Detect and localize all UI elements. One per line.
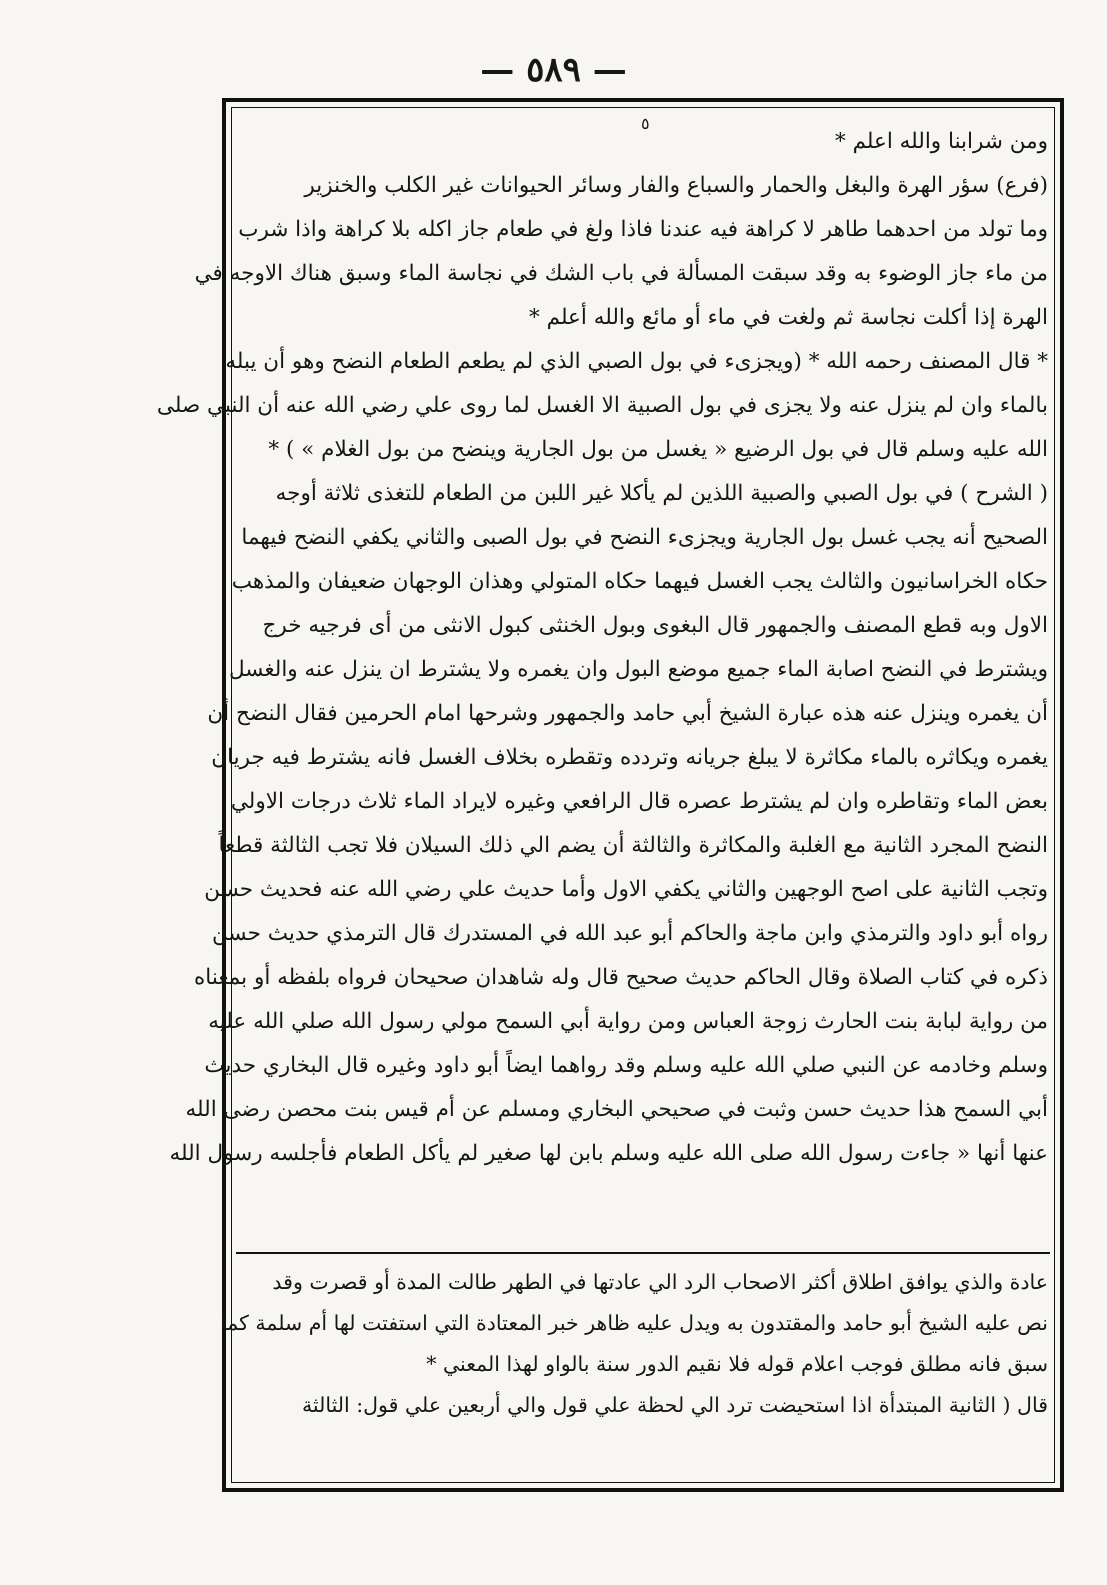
main-line: وسلم وخادمه عن النبي صلي الله عليه وسلم وقد رواهما ايضاً أبو داود وغيره قال البخاري حديث [204,1053,1048,1078]
main-line: أن يغمره وينزل عنه هذه عبارة الشيخ أبي حامد والجمهور وشرحها امام الحرمين فقال النضح أن [207,701,1048,726]
main-text-block [156,120,1048,1176]
main-line: الاول وبه قطع المصنف والجمهور قال البغوى وبول الخنثى كبول الانثى من أى فرجيه خرج [262,613,1048,638]
main-line: عنها أنها « جاءت رسول الله صلى الله عليه وسلم بابن لها صغير لم يأكل الطعام فأجلسه رسول الله [169,1141,1048,1166]
main-line: ذكره في كتاب الصلاة وقال الحاكم حديث صحيح قال وله شاهدان صحيحان فرواه بلفظه أو بمعناه [194,965,1048,990]
footnote-line: عادة والذي يوافق اطلاق أكثر الاصحاب الرد الي عادتها في الطهر طالت المدة أو قصرت وقد [272,1270,1048,1294]
ornament-mark: ٥ [641,114,650,133]
main-line: * قال المصنف رحمه الله * (ويجزىء في بول الصبي الذي لم يطعم الطعام النضح وهو أن يبله [225,349,1048,374]
main-line: وما تولد من احدهما طاهر لا كراهة فيه عندنا فاذا ولغ في طعام جاز اكله بلا كراهة واذا شرب [238,217,1048,242]
footnote-block [221,1262,1048,1426]
main-line: وتجب الثانية على اصح الوجهين والثاني يكفي الاول وأما حديث علي رضي الله عنه فحديث حسن [204,877,1048,902]
main-line: ( الشرح ) في بول الصبي والصبية اللذين لم يأكلا غير اللبن من الطعام للتغذى ثلاثة أوجه [275,481,1048,506]
main-line: يغمره ويكاثره بالماء مكاثرة لا يبلغ جريانه وتردده وتقطره بخلاف الغسل فانه يشترط فيه جريان [211,745,1048,770]
main-line: بعض الماء وتقاطره وان لم يشترط عصره قال الرافعي وغيره لايراد الماء ثلاث درجات الاولي [230,789,1048,814]
main-line: (فرع) سؤر الهرة والبغل والحمار والسباع والفار وسائر الحيوانات غير الكلب والخنزير [304,173,1048,198]
main-line: بالماء وان لم ينزل عنه ولا يجزى في بول الصبية الا الغسل لما روى علي رضي الله عنه أن النبي صلى [156,393,1048,418]
main-line: من ماء جاز الوضوء به وقد سبقت المسألة في باب الشك في نجاسة الماء وسبق هناك الاوجه في [194,261,1048,286]
main-line: رواه أبو داود والترمذي وابن ماجة والحاكم أبو عبد الله في المستدرك قال الترمذي حديث حسن [212,921,1048,946]
page-number: — ٥٨٩ — [480,50,627,90]
footnote-line: نص عليه الشيخ أبو حامد والمقتدون به ويدل عليه ظاهر خبر المعتادة التي استفتت لها أم سلمة كما [221,1311,1048,1335]
main-line: الهرة إذا أكلت نجاسة ثم ولغت في ماء أو مائع والله أعلم * [529,305,1048,330]
main-line: النضح المجرد الثانية مع الغلبة والمكاثرة والثالثة أن يضم الي ذلك السيلان فلا تجب الثالثة قطعاً [218,833,1048,858]
main-line: ومن شرابنا والله اعلم * [834,129,1048,154]
main-line: من رواية لبابة بنت الحارث زوجة العباس ومن رواية أبي السمح مولي رسول الله صلي الله عليه [208,1009,1048,1034]
main-line: حكاه الخراسانيون والثالث يجب الغسل فيهما حكاه المتولي وهذان الوجهان ضعيفان والمذهب [231,569,1048,594]
main-line: ويشترط في النضح اصابة الماء جميع موضع البول وان يغمره ولا يشترط ان ينزل عنه والغسل [228,657,1048,682]
main-line: الصحيح أنه يجب غسل بول الجارية ويجزىء النضح في بول الصبى والثاني يكفي النضح فيهما [241,525,1048,550]
text-frame [156,98,1064,1492]
footnote-line: قال ( الثانية المبتدأة اذا استحيضت ترد الي لحظة علي قول والي أربعين علي قول: الثالثة [301,1393,1048,1417]
footnote-divider [236,1252,1050,1254]
footnote-line: سبق فانه مطلق فوجب اعلام قوله فلا نقيم الدور سنة بالواو لهذا المعني * [426,1352,1048,1376]
main-line: الله عليه وسلم قال في بول الرضيع « يغسل من بول الجارية وينضح من بول الغلام » ) * [268,437,1048,462]
main-line: أبي السمح هذا حديث حسن وثبت في صحيحي البخاري ومسلم عن أم قيس بنت محصن رضى الله [185,1097,1048,1122]
